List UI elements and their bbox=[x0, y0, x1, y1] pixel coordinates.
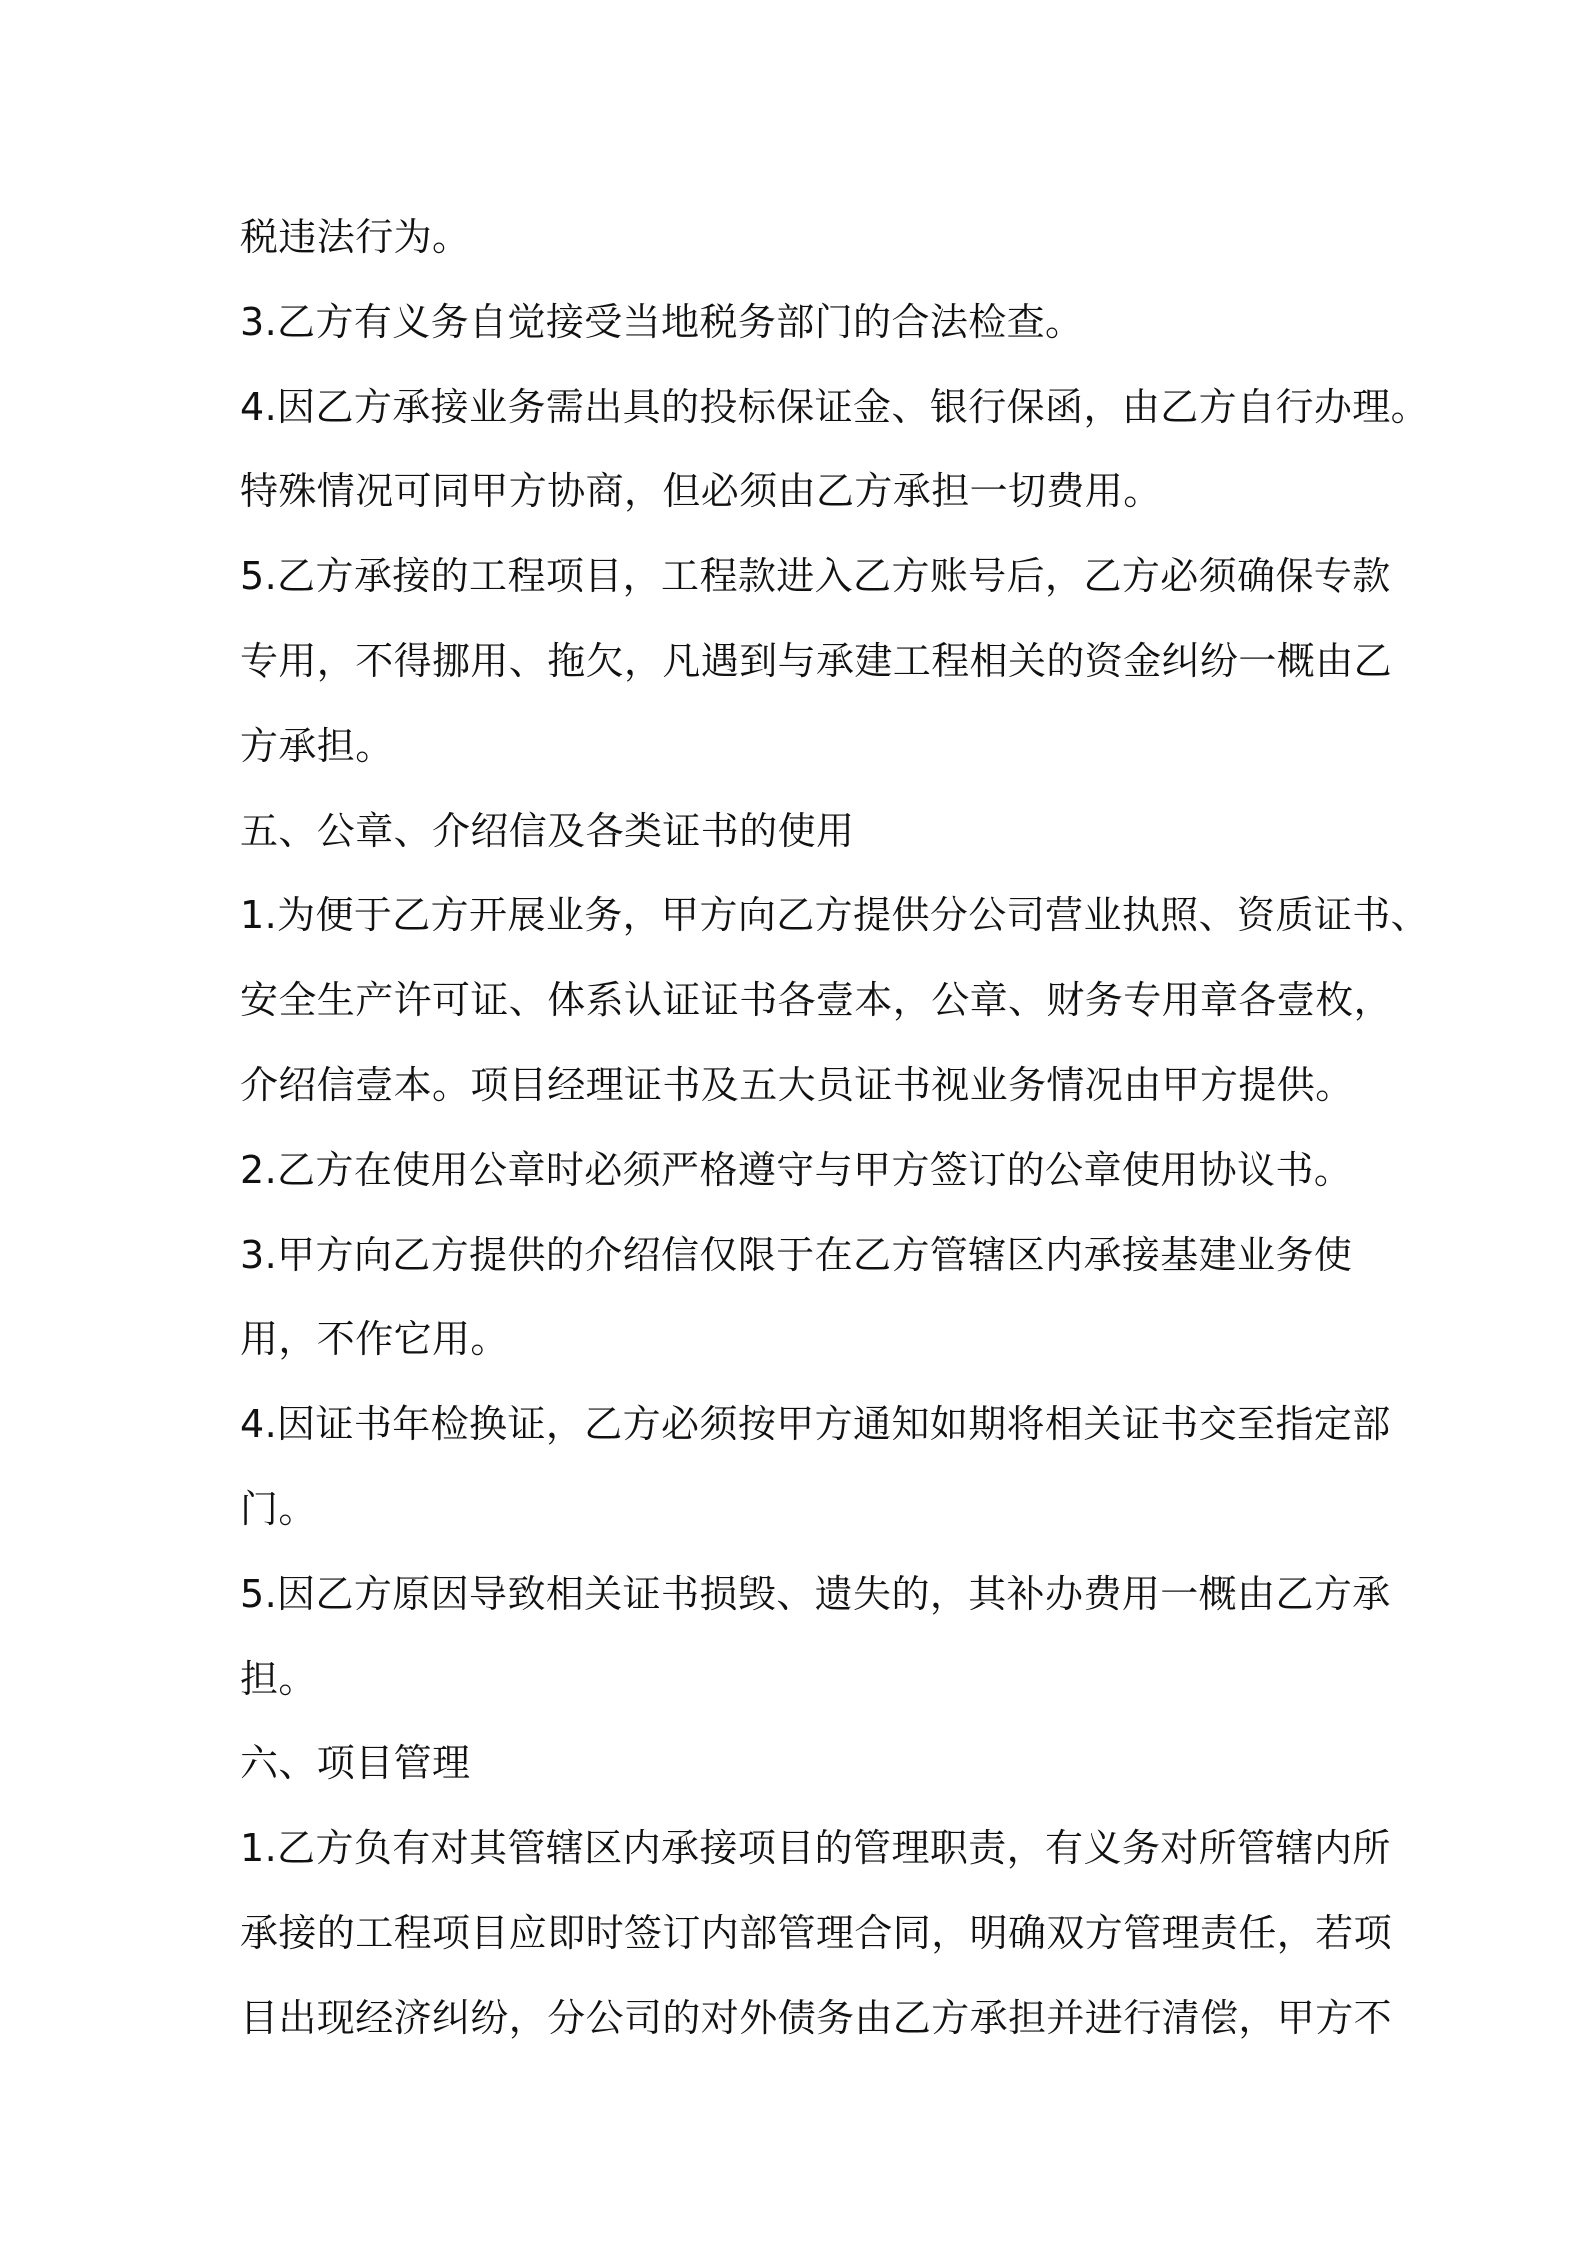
text-line: 用，不作它用。 bbox=[240, 1317, 509, 1362]
text-line: 税违法行为。 bbox=[240, 215, 471, 259]
text-line: 目出现经济纠纷，分公司的对外债务由乙方承担并进行清偿，甲方不 bbox=[240, 1995, 1393, 2040]
text-line: 担。 bbox=[240, 1656, 317, 1701]
text-line: 特殊情况可同甲方协商，但必须由乙方承担一切费用。 bbox=[240, 469, 1162, 514]
text-line: 方承担。 bbox=[240, 723, 394, 768]
text-line: 承接的工程项目应即时签订内部管理合同，明确双方管理责任，若项 bbox=[240, 1910, 1393, 1955]
document-body bbox=[240, 195, 1430, 2061]
text-line: 3.乙方有义务自觉接受当地税务部门的合法检查。 bbox=[240, 299, 1084, 344]
text-line: 4.因乙方承接业务需出具的投标保证金、银行保函，由乙方自行办理。 bbox=[240, 384, 1430, 429]
text-line: 门。 bbox=[240, 1486, 317, 1531]
text-line: 1.乙方负有对其管辖区内承接项目的管理职责，有义务对所管辖内所 bbox=[240, 1826, 1391, 1871]
text-line: 介绍信壹本。项目经理证书及五大员证书视业务情况由甲方提供。 bbox=[240, 1062, 1354, 1107]
section-heading: 六、项目管理 bbox=[240, 1741, 471, 1786]
text-line: 专用，不得挪用、拖欠，凡遇到与承建工程相关的资金纠纷一概由乙 bbox=[240, 638, 1393, 683]
text-line: 4.因证书年检换证，乙方必须按甲方通知如期将相关证书交至指定部 bbox=[240, 1402, 1391, 1447]
text-line: 2.乙方在使用公章时必须严格遵守与甲方签订的公章使用协议书。 bbox=[240, 1147, 1353, 1192]
text-line: 5.因乙方原因导致相关证书损毁、遗失的，其补办费用一概由乙方承 bbox=[240, 1571, 1391, 1616]
text-line: 安全生产许可证、体系认证证书各壹本，公章、财务专用章各壹枚， bbox=[240, 978, 1393, 1023]
text-line: 1.为便于乙方开展业务，甲方向乙方提供分公司营业执照、资质证书、 bbox=[240, 893, 1430, 938]
text-line: 5.乙方承接的工程项目，工程款进入乙方账号后，乙方必须确保专款 bbox=[240, 554, 1391, 599]
text-line: 3.甲方向乙方提供的介绍信仅限于在乙方管辖区内承接基建业务使 bbox=[240, 1232, 1353, 1277]
section-heading: 五、公章、介绍信及各类证书的使用 bbox=[240, 808, 855, 853]
